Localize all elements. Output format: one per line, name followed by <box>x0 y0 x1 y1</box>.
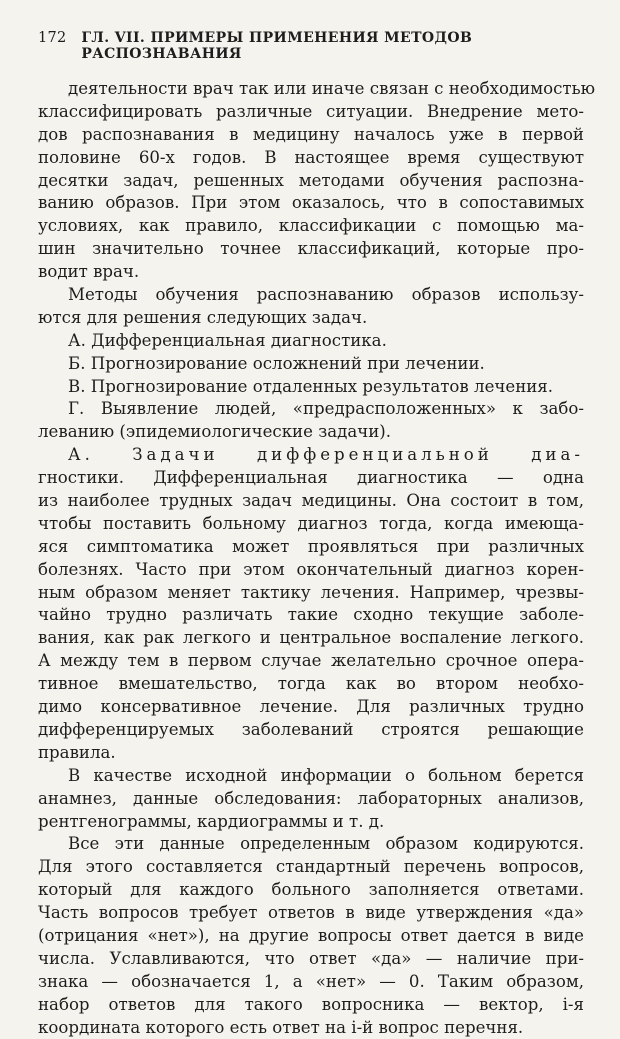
page-number: 172 <box>38 30 67 46</box>
text-line: гностики. Дифференциальная диагностика — одна <box>38 468 584 488</box>
text-line: деятельности врач так или иначе связан с необходимостью <box>68 79 596 98</box>
text-line: чайно трудно различать такие сходно текущие заболе- <box>38 605 584 625</box>
text-line: (отрицания «нет»), на другие вопросы ответ дается в виде <box>38 925 584 945</box>
text-line: ным образом меняет тактику лечения. Например, чрезвы- <box>38 582 584 602</box>
text-line: из наиболее трудных задач медицины. Она состоит в том, <box>38 491 584 511</box>
text-line: А между тем в первом случае желательно срочное опера- <box>38 651 584 671</box>
text-line: набор ответов для такого вопросника — вектор, i-я <box>38 994 584 1014</box>
text-line: знака — обозначается 1, а «нет» — 0. Таким образом, <box>38 971 584 991</box>
text-line: яся симптоматика может проявляться при различных <box>38 536 584 556</box>
text-line: тивное вмешательство, тогда как во втором необхо- <box>38 674 584 694</box>
text-line: дифференцируемых заболеваний строятся решающие <box>38 719 584 739</box>
paragraph <box>38 833 584 1039</box>
text-line: десятки задач, решенных методами обучения распозна- <box>38 170 584 190</box>
text-line: координата которого есть ответ на i-й вопрос перечня. <box>38 1017 524 1037</box>
text-line: В качестве исходной информации о больном берется <box>68 765 584 785</box>
text-line: ются для решения следующих задач. <box>38 307 368 327</box>
text-line: болезнях. Часто при этом окончательный диагноз корен- <box>38 559 584 579</box>
page-header <box>38 30 584 62</box>
text-line: Б. Прогнозирование осложнений при лечении. <box>68 353 485 373</box>
paragraph <box>38 284 584 330</box>
text-line: числа. Уславливаются, что ответ «да» — наличие при- <box>38 948 584 968</box>
text-line: Г. Выявление людей, «предрасположенных» к забо- <box>68 399 584 419</box>
text-line: чтобы поставить больному диагноз тогда, когда имеюща- <box>38 513 584 533</box>
text-line: Для этого составляется стандартный перечень вопросов, <box>38 857 584 877</box>
text-line: анамнез, данные обследования: лабораторных анализов, <box>38 788 584 808</box>
text-line: ванию образов. При этом оказалось, что в сопоставимых <box>38 193 584 213</box>
paragraph <box>38 78 596 284</box>
text-line: правила. <box>38 742 116 762</box>
paragraph <box>38 376 584 399</box>
text-line: водит врач. <box>38 262 140 282</box>
text-line: шин значительно точнее классификаций, которые про- <box>38 239 584 259</box>
text-line: А. Дифференциальная диагностика. <box>68 330 387 350</box>
running-head: ГЛ. VII. ПРИМЕРЫ ПРИМЕНЕНИЯ МЕТОДОВ РАСПОЗНАВАНИЯ <box>81 30 473 62</box>
text-line: Все эти данные определенным образом кодируются. <box>68 834 584 854</box>
text-line: половине 60-х годов. В настоящее время существуют <box>38 147 584 167</box>
text-line: вания, как рак легкого и центральное воспаление легкого. <box>38 628 584 648</box>
text-line: рентгенограммы, кардиограммы и т. д. <box>38 811 385 831</box>
text-line: дов распознавания в медицину началось уже в первой <box>38 124 584 144</box>
page-body <box>38 78 596 1039</box>
text-line: который для каждого больного заполняется ответами. <box>38 880 584 900</box>
text-line: А. Задачи дифференциальной диа- <box>68 445 584 465</box>
text-line: Часть вопросов требует ответов в виде утверждения «да» <box>38 903 584 923</box>
paragraph <box>38 353 584 376</box>
paragraph <box>38 398 584 444</box>
text-line: димо консервативное лечение. Для различных трудно <box>38 697 584 717</box>
paragraph <box>38 330 584 353</box>
text-line: классифицировать различные ситуации. Внедрение мето- <box>38 101 584 121</box>
paragraph <box>38 444 584 764</box>
text-line: Методы обучения распознаванию образов использу- <box>68 285 584 305</box>
text-line: леванию (эпидемиологические задачи). <box>38 422 392 442</box>
paragraph <box>38 765 584 834</box>
text-line: В. Прогнозирование отдаленных результатов лечения. <box>68 376 554 396</box>
text-line: условиях, как правило, классификации с помощью ма- <box>38 216 584 236</box>
